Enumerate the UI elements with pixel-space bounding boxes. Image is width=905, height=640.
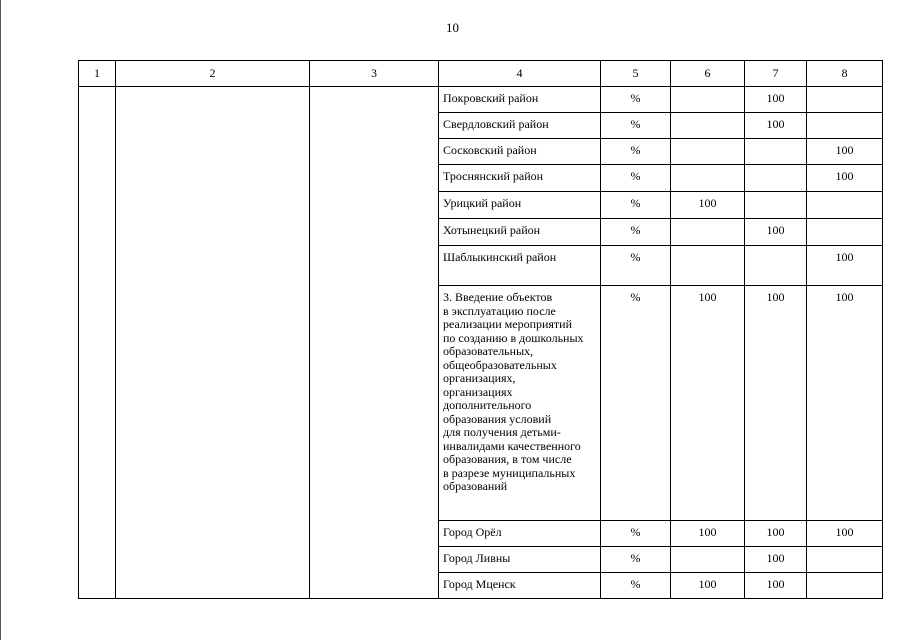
unit-cell: % bbox=[601, 573, 671, 599]
value-cell: 100 bbox=[745, 286, 807, 521]
indicator-name-line: дополнительного bbox=[443, 398, 532, 412]
column-header: 8 bbox=[807, 61, 883, 87]
unit-cell: % bbox=[601, 246, 671, 286]
indicator-name: Город Ливны bbox=[439, 547, 601, 573]
value-cell: 100 bbox=[745, 547, 807, 573]
value-cell bbox=[807, 113, 883, 139]
column-header: 4 bbox=[439, 61, 601, 87]
indicator-name: Город Орёл bbox=[439, 521, 601, 547]
value-cell bbox=[807, 87, 883, 113]
column-header: 6 bbox=[671, 61, 745, 87]
indicator-name-line: образовательных, bbox=[443, 344, 534, 358]
value-cell bbox=[671, 87, 745, 113]
value-cell bbox=[807, 219, 883, 246]
unit-cell: % bbox=[601, 87, 671, 113]
indicator-name: Город Мценск bbox=[439, 573, 601, 599]
value-cell bbox=[671, 139, 745, 165]
value-cell bbox=[671, 165, 745, 192]
value-cell bbox=[745, 246, 807, 286]
indicator-name: Свердловский район bbox=[439, 113, 601, 139]
unit-cell: % bbox=[601, 286, 671, 521]
value-cell: 100 bbox=[745, 87, 807, 113]
value-cell: 100 bbox=[671, 521, 745, 547]
value-cell: 100 bbox=[671, 286, 745, 521]
indicator-name-line: 3. Введение объектов bbox=[443, 290, 553, 304]
indicator-name-line: инвалидами качественного bbox=[443, 438, 581, 453]
indicator-name: Троснянский район bbox=[439, 165, 601, 192]
indicator-name-line: образования условий bbox=[443, 411, 552, 426]
indicator-name-line: образований bbox=[443, 479, 508, 493]
merged-cell-col1 bbox=[79, 87, 116, 599]
value-cell bbox=[671, 547, 745, 573]
indicator-name: Хотынецкий район bbox=[439, 219, 601, 246]
indicator-name-line: в разрезе муниципальных bbox=[443, 465, 576, 480]
value-cell bbox=[745, 165, 807, 192]
indicator-name-multiline bbox=[439, 286, 601, 521]
value-cell bbox=[671, 246, 745, 286]
scan-edge-line bbox=[0, 0, 1, 640]
unit-cell: % bbox=[601, 547, 671, 573]
value-cell bbox=[807, 547, 883, 573]
indicator-name: Сосковский район bbox=[439, 139, 601, 165]
indicator-name: Шаблыкинский район bbox=[439, 246, 601, 286]
value-cell: 100 bbox=[807, 165, 883, 192]
value-cell: 100 bbox=[745, 219, 807, 246]
value-cell bbox=[807, 192, 883, 219]
unit-cell: % bbox=[601, 219, 671, 246]
indicator-name-line: по созданию в дошкольных bbox=[443, 330, 584, 345]
value-cell: 100 bbox=[745, 113, 807, 139]
indicator-name-line: образования, в том числе bbox=[443, 452, 572, 466]
indicator-name-line: реализации мероприятий bbox=[443, 317, 573, 331]
unit-cell: % bbox=[601, 113, 671, 139]
column-header: 2 bbox=[116, 61, 310, 87]
indicator-table bbox=[78, 60, 883, 599]
page-number: 10 bbox=[446, 20, 459, 35]
indicator-name: Покровский район bbox=[439, 87, 601, 113]
value-cell: 100 bbox=[745, 573, 807, 599]
column-header: 7 bbox=[745, 61, 807, 87]
column-header: 3 bbox=[310, 61, 439, 87]
indicator-name-line: организациях bbox=[443, 384, 513, 399]
value-cell bbox=[807, 573, 883, 599]
value-cell: 100 bbox=[807, 139, 883, 165]
value-cell: 100 bbox=[807, 246, 883, 286]
value-cell bbox=[745, 192, 807, 219]
value-cell bbox=[745, 139, 807, 165]
merged-cell-col2 bbox=[116, 87, 310, 599]
value-cell: 100 bbox=[745, 521, 807, 547]
value-cell: 100 bbox=[671, 192, 745, 219]
unit-cell: % bbox=[601, 165, 671, 192]
value-cell bbox=[671, 113, 745, 139]
unit-cell: % bbox=[601, 521, 671, 547]
value-cell: 100 bbox=[671, 573, 745, 599]
column-header: 5 bbox=[601, 61, 671, 87]
indicator-name: Урицкий район bbox=[439, 192, 601, 219]
unit-cell: % bbox=[601, 192, 671, 219]
merged-cell-col3 bbox=[310, 87, 439, 599]
column-number-row bbox=[79, 61, 883, 87]
indicator-name-line: для получения детьми- bbox=[443, 425, 561, 439]
unit-cell: % bbox=[601, 139, 671, 165]
value-cell: 100 bbox=[807, 521, 883, 547]
indicator-name-line: в эксплуатацию после bbox=[443, 303, 556, 318]
table-row bbox=[79, 87, 883, 113]
indicator-name-line: общеобразовательных bbox=[443, 357, 557, 372]
value-cell bbox=[671, 219, 745, 246]
value-cell: 100 bbox=[807, 286, 883, 521]
indicator-name-line: организациях, bbox=[443, 371, 516, 385]
column-header: 1 bbox=[79, 61, 116, 87]
